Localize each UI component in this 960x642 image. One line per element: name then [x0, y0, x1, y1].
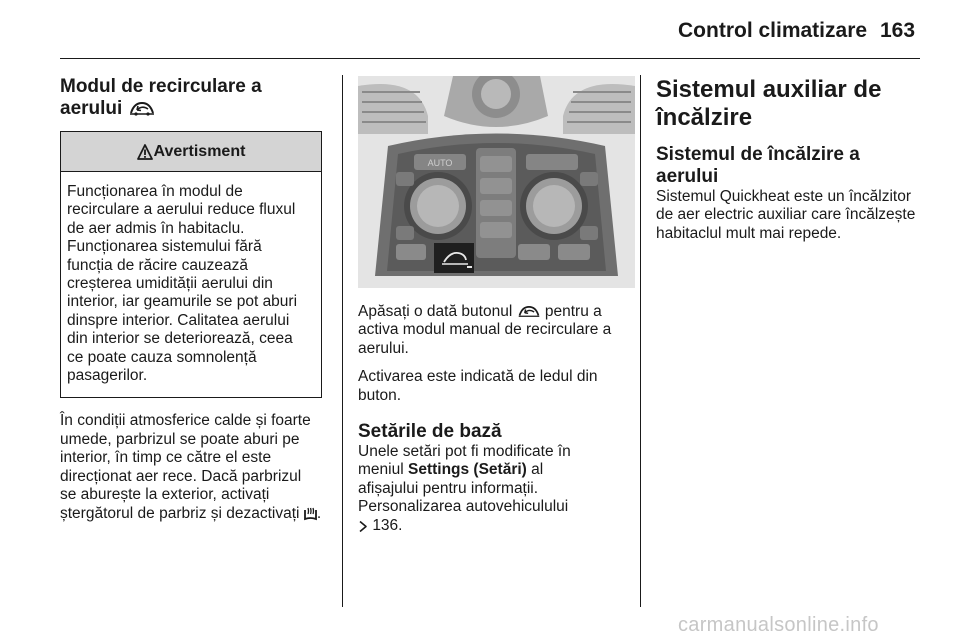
heading-line: Sistemul auxiliar de: [656, 76, 882, 103]
warning-line: funcția de răcire cauzează: [67, 256, 248, 274]
paragraph-line: Sistemul Quickheat este un încălzitor: [656, 188, 912, 205]
column-auxiliary-heater: [656, 76, 922, 243]
paragraph-text: .: [316, 504, 322, 522]
paragraph-line: umede, parbrizul se poate aburi pe: [60, 430, 300, 448]
warning-line: dinspre interior. Calitatea aerului: [67, 311, 290, 329]
paragraph-quickheat: [656, 188, 922, 243]
warning-line: interior, iar geamurile se pot aburi: [67, 293, 298, 311]
paragraph-line: direcționat aer rece. Dacă parbrizul: [60, 467, 302, 485]
paragraph-line: [358, 303, 628, 321]
page-reference-link[interactable]: 136.: [372, 516, 403, 534]
warning-line: creșterea umidității aerului din: [67, 275, 273, 293]
paragraph-text: meniul: [358, 461, 404, 479]
paragraph-line: În condiții atmosferice calde și foarte: [60, 412, 311, 430]
paragraph-line: aerului.: [358, 339, 409, 357]
header-divider: [60, 58, 920, 59]
warning-title: Avertisment: [153, 142, 246, 160]
heading-line: încălzire: [656, 104, 753, 131]
paragraph-line: se aburește la exterior, activați: [60, 486, 270, 504]
paragraph-line: Activarea este indicată de ledul din: [358, 368, 598, 386]
column-recirculation: [60, 76, 322, 523]
paragraph-line: afișajului pentru informații.: [358, 479, 539, 497]
warning-line: recirculare a aerului reduce fluxul: [67, 201, 296, 219]
settings-menu-name: Settings (Setări): [407, 461, 527, 479]
warning-header: [61, 132, 321, 172]
paragraph-line: de aer electric auxiliar care încălzește: [656, 206, 916, 224]
warning-text: [61, 172, 321, 397]
paragraph-line: Unele setări pot fi modificate în: [358, 443, 571, 461]
paragraph-line: [358, 461, 628, 479]
paragraph-press-button: [358, 303, 628, 358]
paragraph-line: [60, 505, 322, 523]
paragraph-line: Personalizarea autovehiculului: [358, 498, 569, 516]
heading-text: aerului: [60, 98, 123, 119]
paragraph-led-indicator: [358, 368, 628, 405]
warning-line: pasagerilor.: [67, 367, 148, 385]
subheading-air-heater: Sistemul de încălzire a aerului: [656, 144, 860, 187]
section-heading-basic-settings: Setările de bază: [358, 421, 502, 443]
warning-line: Funcționarea în modul de: [67, 183, 243, 200]
warning-line: ce poate cauza somnolență: [67, 348, 257, 366]
column-recirculation-button: [358, 76, 628, 535]
warning-line: de aer admis în habitaclu.: [67, 219, 245, 237]
air-recirculation-icon: [128, 101, 156, 117]
paragraph-basic-settings: [358, 443, 628, 535]
paragraph-line: interior, în timp ce către el este: [60, 449, 272, 467]
section-heading-recirculation: [60, 76, 322, 120]
page-number: 163: [880, 19, 916, 42]
paragraph-text: ștergătorul de parbriz și dezactivați: [60, 504, 300, 522]
warning-box: [60, 131, 322, 398]
paragraph-line: activa modul manual de recirculare a: [358, 321, 612, 339]
air-recirculation-icon: [517, 305, 541, 319]
paragraph-line[interactable]: [358, 517, 628, 535]
panel-auto-label: AUTO: [427, 158, 453, 168]
page-header-title: Control climatizare: [678, 19, 868, 42]
watermark: carmanualsonline.info: [678, 614, 879, 636]
paragraph-line: buton.: [358, 386, 402, 404]
page-reference-icon: [358, 520, 368, 533]
heading-line: [60, 98, 322, 120]
windscreen-defrost-icon: [304, 507, 317, 521]
section-heading-auxiliary-heater: [656, 76, 922, 132]
warning-line: Funcționarea sistemului fără: [67, 238, 262, 256]
climate-panel-illustration: [358, 76, 635, 288]
paragraph-text: pentru a: [544, 303, 602, 320]
heading-line: Modul de recirculare a: [60, 76, 262, 97]
column-divider-1: [342, 75, 343, 607]
warning-line: din interior se deteriorează, ceea: [67, 330, 293, 348]
paragraph-line: habitaclul mult mai repede.: [656, 224, 842, 242]
paragraph-humid-conditions: [60, 412, 322, 522]
paragraph-text: al: [531, 461, 544, 479]
paragraph-text: Apăsați o dată butonul: [358, 303, 513, 320]
warning-triangle-icon: [137, 144, 153, 160]
climate-control-panel-image: [358, 76, 635, 288]
column-divider-2: [640, 75, 641, 607]
